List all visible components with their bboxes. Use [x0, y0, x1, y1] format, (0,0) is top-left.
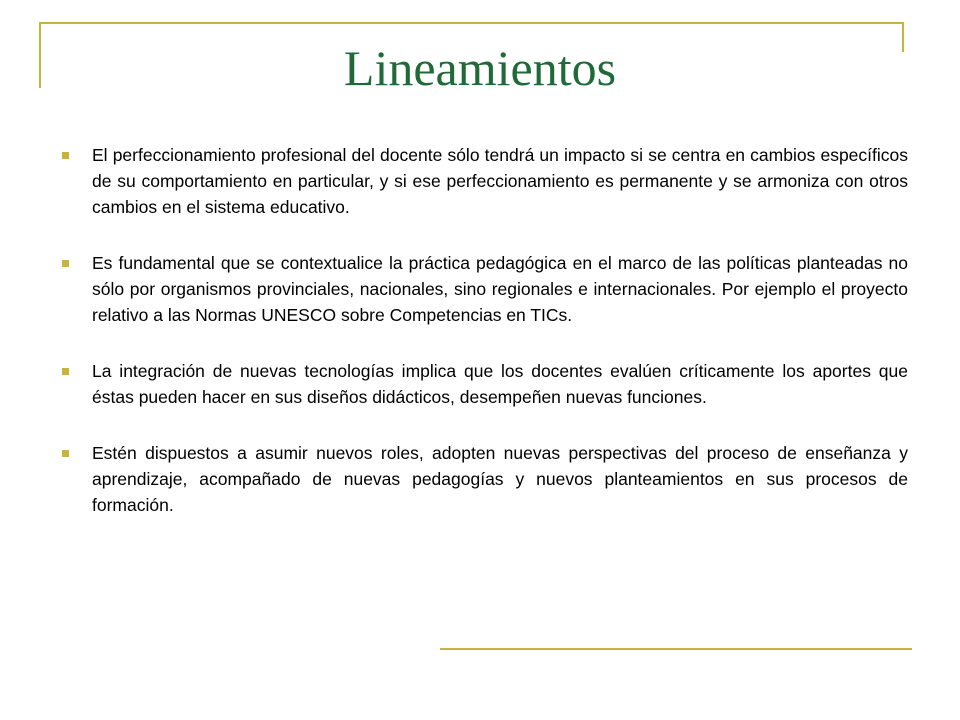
bullet-item — [56, 358, 908, 410]
top-divider-line — [40, 22, 904, 24]
bullet-item — [56, 440, 908, 518]
bullet-text: Estén dispuestos a asumir nuevos roles, adopten nuevas perspectivas del proceso de enseñanza y aprendizaje, acompañado de nuevas pedagogías y nuevos planteamientos en sus procesos de formación. — [92, 443, 908, 515]
square-bullet-icon — [62, 152, 69, 159]
bullet-text: Es fundamental que se contextualice la práctica pedagógica en el marco de las políticas planteadas no sólo por organismos provinciales, nacionales, sino regionales e internacionales. Por ejemplo el proyecto relativo a las Normas UNESCO sobre Competencias en TICs. — [92, 253, 908, 325]
bullet-item — [56, 250, 908, 328]
square-bullet-icon — [62, 260, 69, 267]
slide-title: Lineamientos — [343, 40, 617, 96]
square-bullet-icon — [62, 450, 69, 457]
bullet-item — [56, 142, 908, 220]
bottom-divider-line — [440, 648, 912, 650]
bullet-list — [56, 142, 908, 548]
square-bullet-icon — [62, 368, 69, 375]
bullet-text: La integración de nuevas tecnologías implica que los docentes evalúen críticamente los aportes que éstas pueden hacer en sus diseños didácticos, desempeñen nuevas funciones. — [92, 361, 908, 407]
bullet-text: El perfeccionamiento profesional del docente sólo tendrá un impacto si se centra en cambios específicos de su comportamiento en particular, y si ese perfeccionamiento es permanente y se armoniza con otros cambios en el sistema educativo. — [92, 145, 908, 217]
